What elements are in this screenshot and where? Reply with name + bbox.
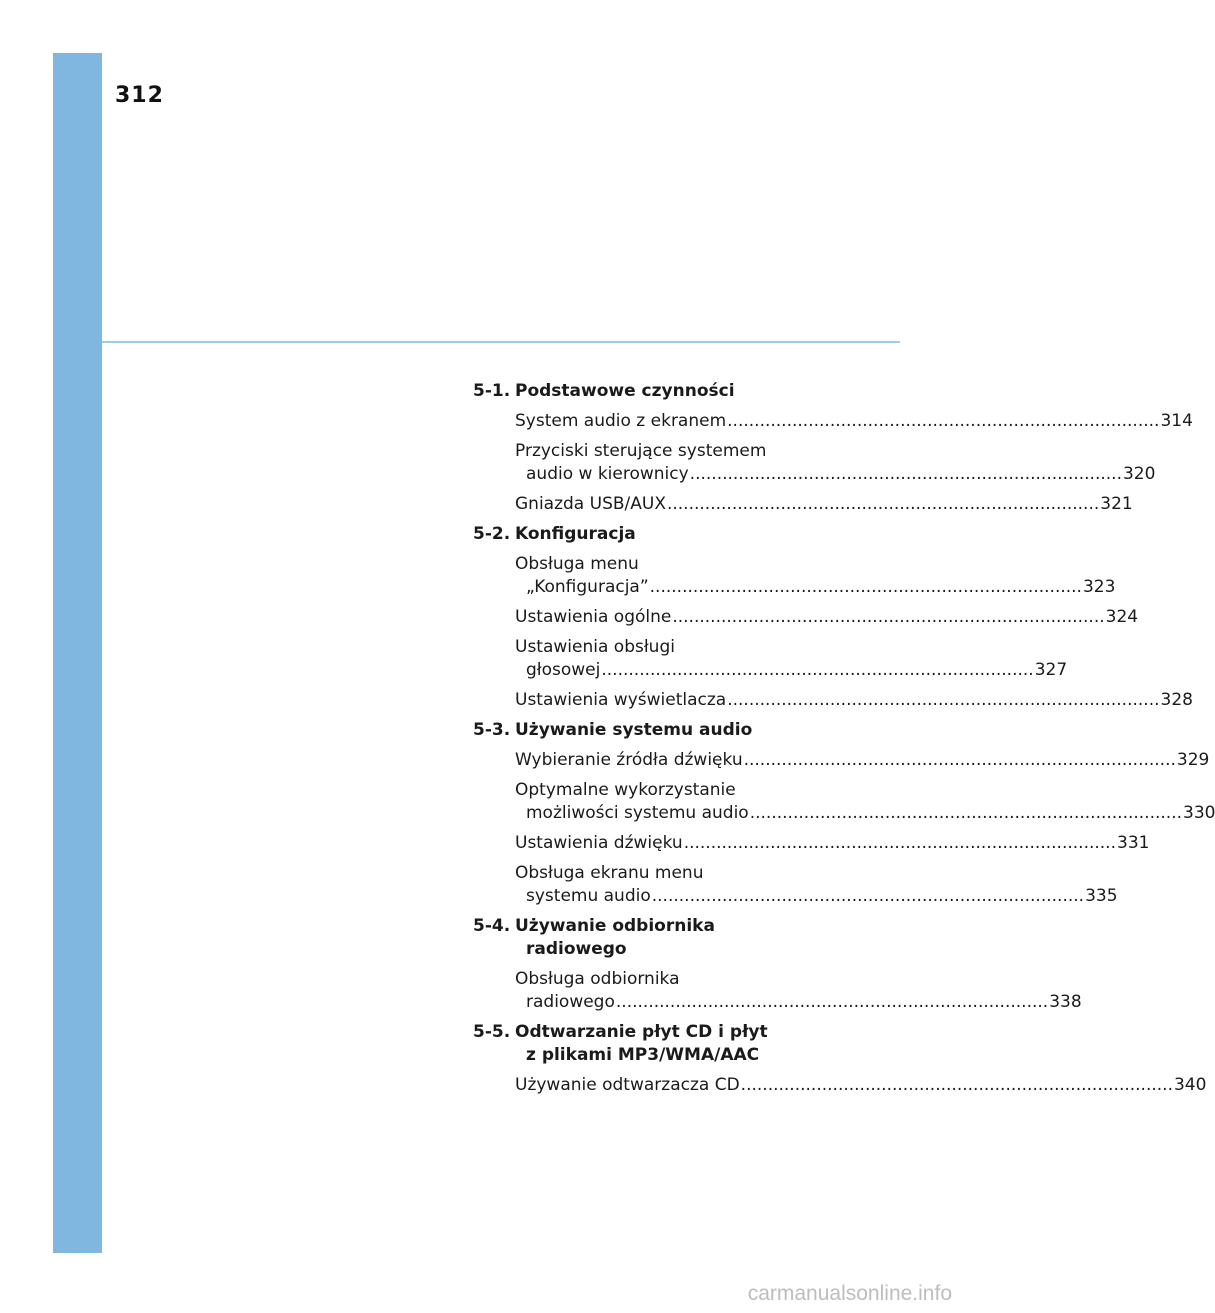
entry-text: możliwości systemu audio [526,803,749,823]
toc-section [473,380,793,403]
section-number: 5-4. [473,916,511,936]
toc-section [473,1021,793,1067]
entry-text: Ustawienia wyświetlacza [515,690,727,710]
entry-text: audio w kierownicy [526,464,689,484]
section-title [515,1021,793,1067]
divider-line [102,341,900,343]
entry-text: Obsługa ekranu menu [515,863,704,883]
entry-text: radiowego [526,992,615,1012]
entry-text: Używanie odtwarzacza CD [515,1075,740,1095]
entry-text: systemu audio [526,886,651,906]
entry-text: Obsługa odbiornika [515,969,680,989]
entry-page-number: 330 [1183,803,1215,823]
entry-page-number: 320 [1122,464,1156,484]
toc-entry[interactable] [515,779,1215,825]
entry-page-number: 338 [1049,992,1082,1012]
dot-leader [652,886,1084,906]
toc-section [473,915,793,961]
section-title [515,719,793,742]
entry-text: Ustawienia ogólne [515,607,672,627]
entry-page-number: 323 [1082,577,1116,597]
toc-entry[interactable] [515,606,1139,629]
table-of-contents [473,380,1215,1104]
toc-entry[interactable] [515,553,1116,599]
section-title-line: Odtwarzanie płyt CD i płyt [515,1022,768,1042]
dot-leader [672,607,1104,627]
toc-section [473,719,793,742]
entry-page-number: 314 [1160,411,1193,431]
dot-leader [744,750,1176,770]
entry-page-number: 335 [1085,886,1118,906]
toc-entry[interactable] [515,1074,1207,1097]
entry-text: Obsługa menu [515,554,639,574]
toc-entry[interactable] [515,832,1150,855]
toc-entry[interactable] [515,749,1210,772]
section-title-line: Podstawowe czynności [515,381,735,401]
entry-page-number: 324 [1105,607,1139,627]
entry-text: Optymalne wykorzystanie [515,780,736,800]
dot-leader [690,464,1122,484]
dot-leader [727,411,1159,431]
page-number: 312 [115,83,164,108]
dot-leader [741,1075,1173,1095]
entry-text: Ustawienia obsługi [515,637,675,657]
entry-page-number: 327 [1034,660,1068,680]
entry-text: Przyciski sterujące systemem [515,441,767,461]
entry-text: Ustawienia dźwięku [515,833,683,853]
chapter-sidebar-tab [53,53,102,1253]
entry-text: „Konfiguracja” [526,577,649,597]
section-number: 5-2. [473,524,511,544]
toc-entry[interactable] [515,689,1193,712]
entry-page-number: 329 [1176,750,1210,770]
section-title [515,523,793,546]
dot-leader [616,992,1048,1012]
section-title-line: Używanie odbiornika [515,916,715,936]
entry-text: Gniazda USB/AUX [515,494,666,514]
entry-text: System audio z ekranem [515,411,727,431]
dot-leader [684,833,1116,853]
section-title-line: Konfiguracja [515,524,636,544]
dot-leader [667,494,1099,514]
entry-page-number: 328 [1160,690,1193,710]
toc-entry[interactable] [515,636,1068,682]
section-number: 5-1. [473,381,511,401]
dot-leader [650,577,1082,597]
dot-leader [750,803,1182,823]
dot-leader [601,660,1033,680]
entry-text: Wybieranie źródła dźwięku [515,750,743,770]
section-title-line: Używanie systemu audio [515,720,753,740]
entry-page-number: 340 [1173,1075,1207,1095]
entry-page-number: 331 [1117,833,1150,853]
toc-section [473,523,793,546]
entry-page-number: 321 [1100,494,1133,514]
section-title-line: radiowego [526,939,627,959]
toc-entry[interactable] [515,410,1193,433]
section-number: 5-5. [473,1022,511,1042]
section-number: 5-3. [473,720,511,740]
toc-entry[interactable] [515,440,1156,486]
toc-entry[interactable] [515,862,1118,908]
toc-entry[interactable] [515,968,1082,1014]
entry-text: głosowej [526,660,601,680]
watermark: carmanualsonline.info [747,1282,952,1305]
section-title [515,915,793,961]
section-title-line: z plikami MP3/WMA/AAC [526,1045,760,1065]
dot-leader [727,690,1159,710]
section-title [515,380,793,403]
toc-entry[interactable] [515,493,1133,516]
